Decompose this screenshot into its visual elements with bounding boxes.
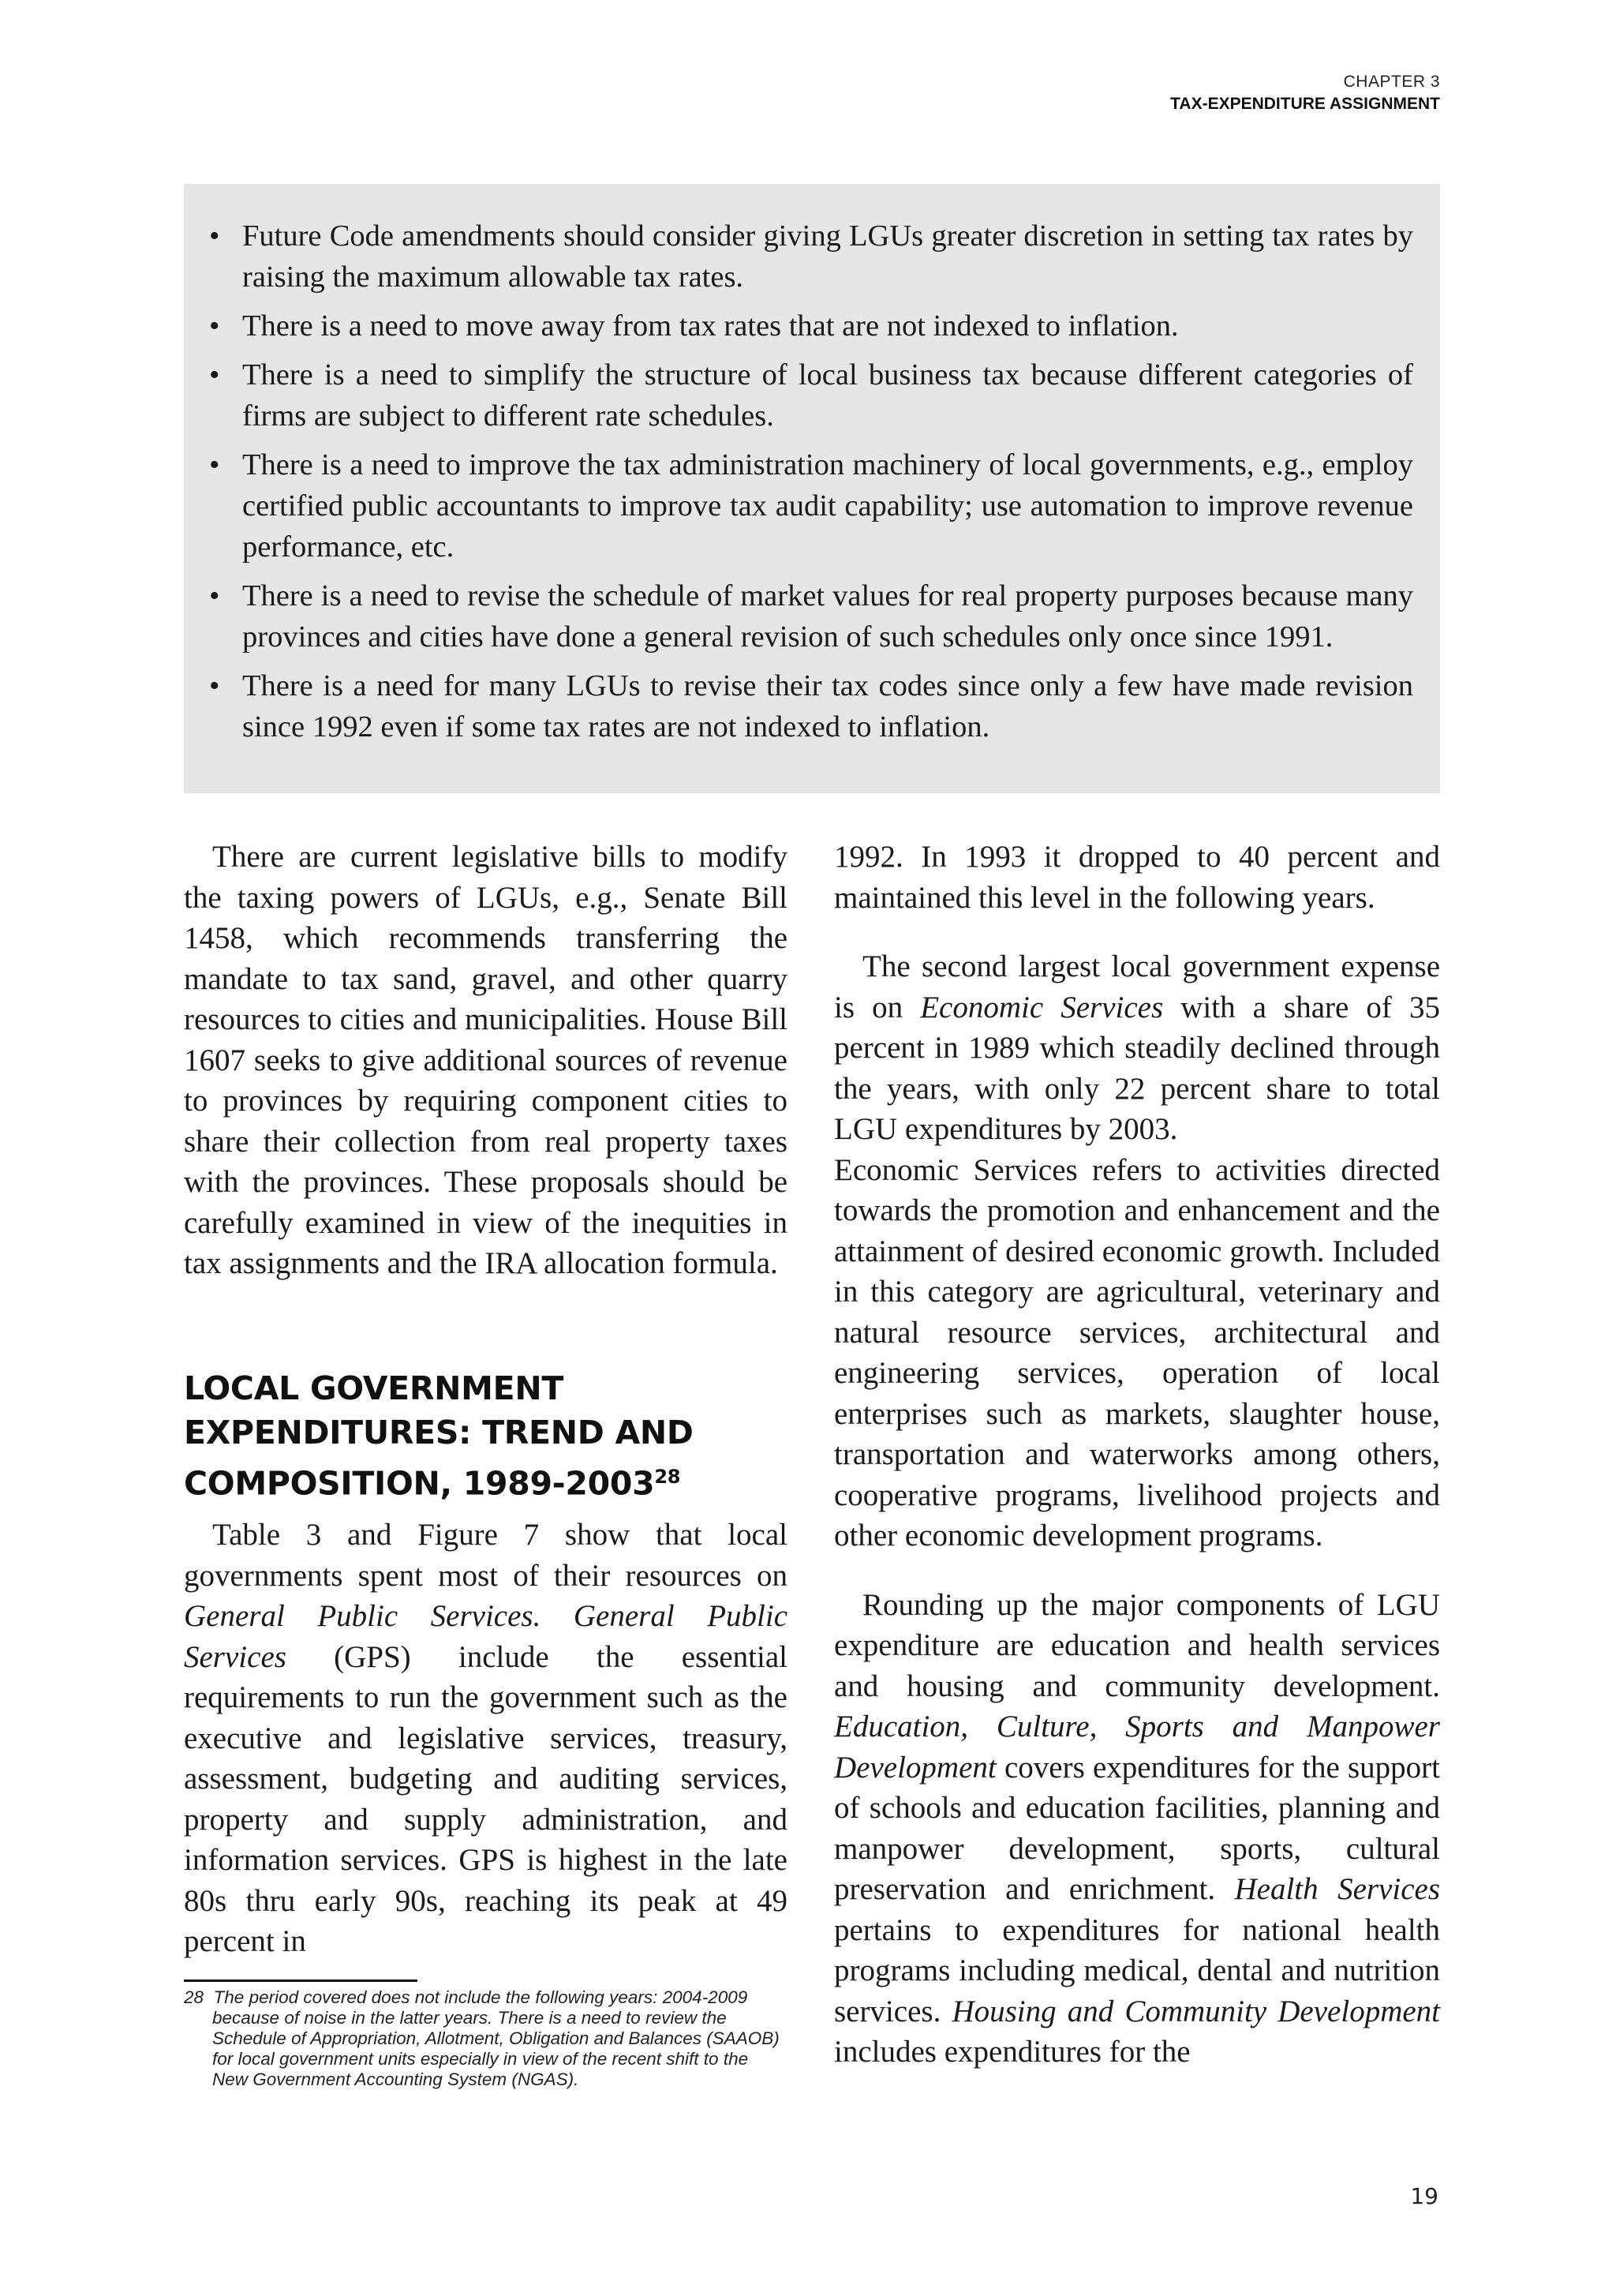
footnote-ref: 28 — [654, 1465, 681, 1488]
bullet-icon: • — [209, 448, 220, 481]
footnote-text: The period covered does not include the following years: 2004-2009 because of noise in the latter years. There is a need to review the Schedule of Appropriation, Allotment, Obligation and Balances (SAAOB) for local government units especially in view of the recent shift to the New Government Accounting System (NGAS). — [212, 1987, 780, 2089]
footnote-number: 28 — [184, 1987, 204, 2007]
list-item: • There is a need to simplify the structure of local business tax because different categories of firms are subject to different rate schedules. — [208, 354, 1413, 436]
body-paragraph: Economic Services refers to activities directed towards the promotion and enhancement and the attainment of desired economic growth. Included in this category are agricultural, veterinary and natural resource services, architectural and engineering services, operation of local enterprises such as markets, slaughter house, transportation and waterworks among others, cooperative programs, livelihood projects and other economic development programs. — [834, 1152, 1440, 1553]
body-paragraph: 1992. In 1993 it dropped to 40 percent and maintained this level in the following years. — [834, 840, 1440, 915]
recommendations-list — [208, 215, 1413, 747]
body-paragraph: There are current legislative bills to modify the taxing powers of LGUs, e.g., Senate Bill 1458, which recommends transferring the mandate to tax sand, gravel, and other quarry resources to cities and municipalities. House Bill 1607 seeks to give additional sources of revenue to provinces by requiring component cities to share their collection from real property taxes with the provinces. These proposals should be carefully examined in view of the inequities in tax assignments and the IRA allocation formula. — [184, 840, 787, 1280]
list-item: • There is a need for many LGUs to revise their tax codes since only a few have made revision since 1992 even if some tax rates are not indexed to inflation. — [208, 665, 1413, 747]
list-item: • There is a need to improve the tax administration machinery of local governments, e.g., employ certified public accountants to improve tax audit capability; use automation to improve revenue performance, etc. — [208, 444, 1413, 567]
page-number: 19 — [1410, 2183, 1438, 2209]
body-paragraph: Rounding up the major components of LGU expenditure are education and health services and housing and community development. Education, Culture, Sports and Manpower Development covers expenditures for the support of schools and education facilities, planning and manpower development, sports, cultural preservation and enrichment. Health Services pertains to expenditures for national health programs including medical, dental and nutrition services. Housing and Community Development includes expenditures for the — [834, 1587, 1441, 2069]
bullet-icon: • — [209, 219, 220, 253]
body-paragraph: Table 3 and Figure 7 show that local governments spent most of their resources on General Public Services. General Public Services (GPS) include the essential requirements to run the government such as the executive and legislative services, treasury, assessment, budgeting and auditing services, property and supply administration, and information services. GPS is highest in the late 80s thru early 90s, reaching its peak at 49 percent in — [184, 1518, 788, 1959]
body-paragraph: The second largest local government expense is on Economic Services with a share of 35 percent in 1989 which steadily declined through the years, with only 22 percent share to total LGU expenditures by 2003. — [834, 949, 1441, 1146]
footnote — [184, 1987, 787, 2090]
right-column — [834, 837, 1440, 2073]
section-heading: LOCAL GOVERNMENT EXPENDITURES: TREND AND COMPOSITION, 1989-2003$^{28}$ — [184, 1369, 694, 1503]
bullet-icon: • — [209, 358, 220, 391]
list-item: • There is a need to move away from tax rates that are not indexed to inflation. — [208, 305, 1413, 346]
running-header — [1170, 71, 1440, 115]
footnote-divider — [184, 1980, 417, 1982]
recommendations-box — [184, 184, 1440, 793]
bullet-icon: • — [209, 309, 220, 343]
list-item: • Future Code amendments should consider giving LGUs greater discretion in setting tax rates by raising the maximum allowable tax rates. — [208, 215, 1413, 298]
left-column — [184, 837, 787, 1962]
bullet-icon: • — [209, 669, 220, 702]
chapter-label: CHAPTER 3 — [1343, 73, 1440, 91]
bullet-icon: • — [209, 579, 220, 612]
list-item: • There is a need to revise the schedule of market values for real property purposes because many provinces and cities have done a general revision of such schedules only once since 1991. — [208, 575, 1413, 657]
section-title: TAX-EXPENDITURE ASSIGNMENT — [1170, 95, 1440, 113]
